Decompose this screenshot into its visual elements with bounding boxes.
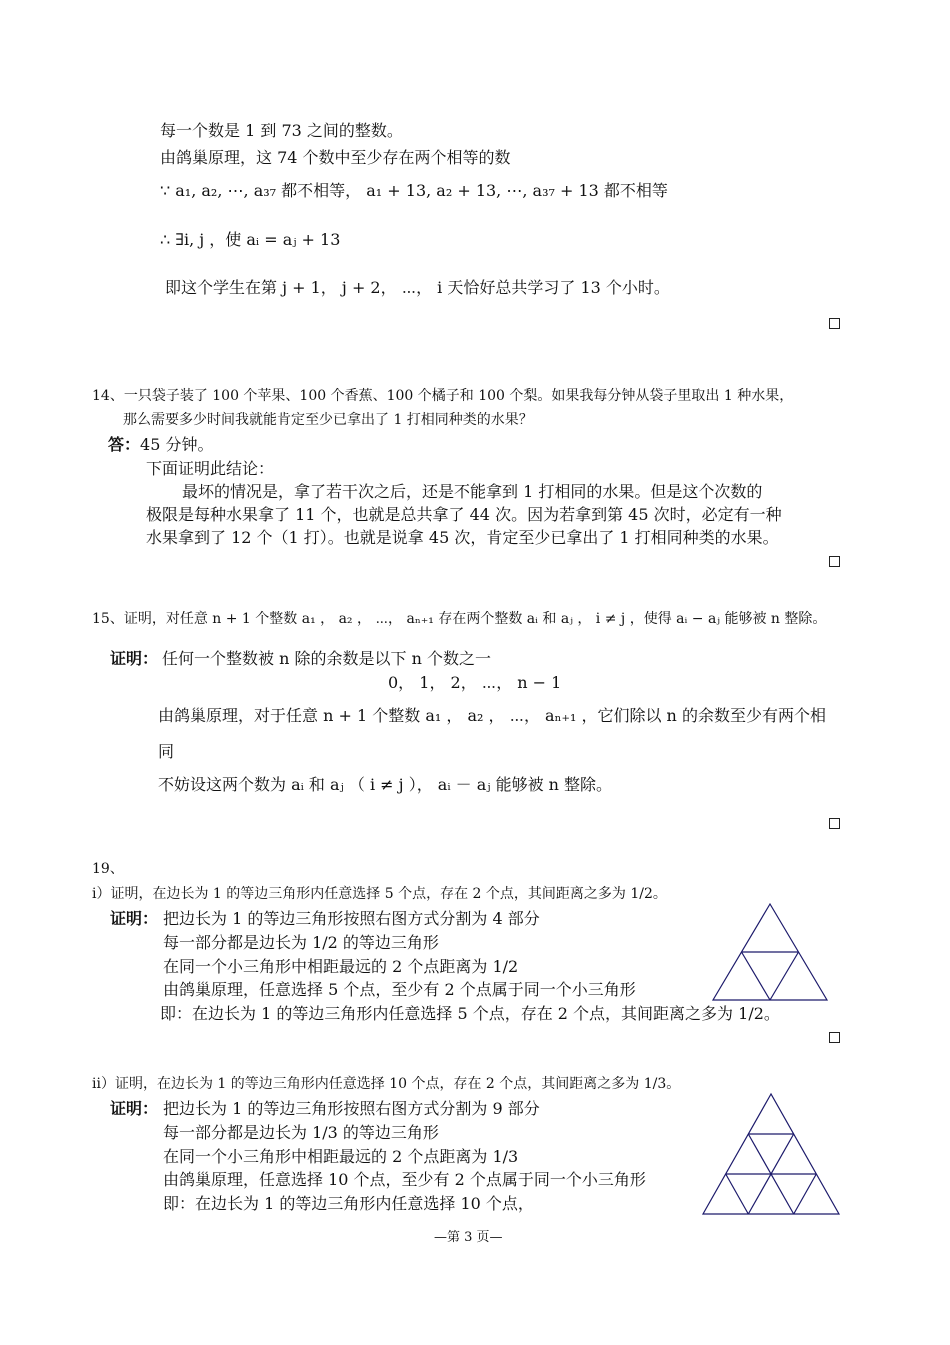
question-14: 14、一只袋子装了 100 个苹果、100 个香蕉、100 个橘子和 100 个梨。如果我每分钟从袋子里取出 1 种水果，	[92, 388, 794, 404]
question-15: 15、证明，对任意 n + 1 个整数 a₁ ， a₂ ， ⋯， aₙ₊₁ 存在两个整数 aᵢ 和 aⱼ ， i ≠ j ，使得 aᵢ − aⱼ 能够被 n 整除。	[92, 611, 827, 627]
question-19-i: ⅰ）证明，在边长为 1 的等边三角形内任意选择 5 个点，存在 2 个点，其间距离之多为 1/2。	[92, 886, 667, 902]
text-line: 即：在边长为 1 的等边三角形内任意选择 5 个点，存在 2 个点，其间距离之多为 1/2。	[160, 1004, 780, 1023]
proof-label: 证明：	[110, 1099, 159, 1118]
question-14-cont: 那么需要多少时间我就能肯定至少已拿出了 1 打相同种类的水果？	[123, 412, 533, 428]
text-line: 即这个学生在第 j + 1， j + 2， ⋯， i 天恰好总共学习了 13 个小时。	[165, 278, 670, 297]
text-line: 下面证明此结论：	[146, 459, 275, 478]
proof-label: 证明：	[110, 649, 159, 668]
proof-label: 证明：	[110, 909, 159, 928]
text-line: 每一个数是 1 到 73 之间的整数。	[160, 121, 403, 140]
answer-14	[108, 437, 213, 453]
text-line: 由鸽巢原理，对于任意 n + 1 个整数 a₁ ， a₂ ， ⋯， aₙ₊₁ ，它们除以 n 的余数至少有两个相	[158, 706, 826, 725]
question-19: 19、	[92, 861, 124, 877]
text-line: 不妨设这两个数为 aᵢ 和 aⱼ （ i ≠ j ）， aᵢ － aⱼ 能够被 n 整除。	[158, 775, 613, 794]
text-line: 在同一个小三角形中相距最远的 2 个点距离为 1/3	[163, 1147, 519, 1166]
text-line: 由鸽巢原理，这 74 个数中至少存在两个相等的数	[160, 148, 511, 167]
text-line: 任何一个整数被 n 除的余数是以下 n 个数之一	[162, 649, 491, 668]
math-line: ∴ ∃i, j ，使 aᵢ = aⱼ + 13	[160, 230, 341, 249]
qed-symbol	[829, 1032, 840, 1043]
question-19-ii: ⅱ）证明，在边长为 1 的等边三角形内任意选择 10 个点，存在 2 个点，其间距离之多为 1/3。	[92, 1076, 681, 1092]
text-line: 把边长为 1 的等边三角形按照右图方式分割为 4 部分	[163, 909, 540, 928]
text-line: 在同一个小三角形中相距最远的 2 个点距离为 1/2	[163, 957, 519, 976]
text-line: 即：在边长为 1 的等边三角形内任意选择 10 个点，	[163, 1194, 534, 1213]
qed-symbol	[829, 818, 840, 829]
answer-label: 答：	[108, 435, 141, 454]
math-line: ∵ a₁, a₂, ⋯, a₃₇ 都不相等， a₁ + 13, a₂ + 13, ⋯, a₃₇ + 13 都不相等	[160, 181, 668, 200]
qed-symbol	[829, 556, 840, 567]
math-line: 0， 1， 2， ⋯， n − 1	[388, 673, 562, 692]
text-line: 同	[158, 742, 175, 761]
text-line: 最坏的情况是，拿了若干次之后，还是不能拿到 1 打相同的水果。但是这个次数的	[182, 482, 763, 501]
text-line: 每一部分都是边长为 1/2 的等边三角形	[163, 933, 439, 952]
text-line: 极限是每种水果拿了 11 个，也就是总共拿了 44 次。因为若拿到第 45 次时，必定有一种	[146, 505, 782, 524]
answer-value: 45 分钟。	[140, 435, 214, 454]
page-number: —第 3 页—	[434, 1230, 503, 1245]
text-line: 把边长为 1 的等边三角形按照右图方式分割为 9 部分	[163, 1099, 540, 1118]
qed-symbol	[829, 318, 840, 329]
text-line: 水果拿到了 12 个（1 打）。也就是说拿 45 次，肯定至少已拿出了 1 打相同种类的水果。	[146, 528, 779, 547]
text-line: 每一部分都是边长为 1/3 的等边三角形	[163, 1123, 439, 1142]
text-line: 由鸽巢原理，任意选择 5 个点，至少有 2 个点属于同一个小三角形	[163, 980, 636, 999]
triangle-9-parts-figure	[702, 1093, 840, 1215]
triangle-4-parts-figure	[712, 903, 828, 1001]
text-line: 由鸽巢原理，任意选择 10 个点，至少有 2 个点属于同一个小三角形	[163, 1170, 646, 1189]
